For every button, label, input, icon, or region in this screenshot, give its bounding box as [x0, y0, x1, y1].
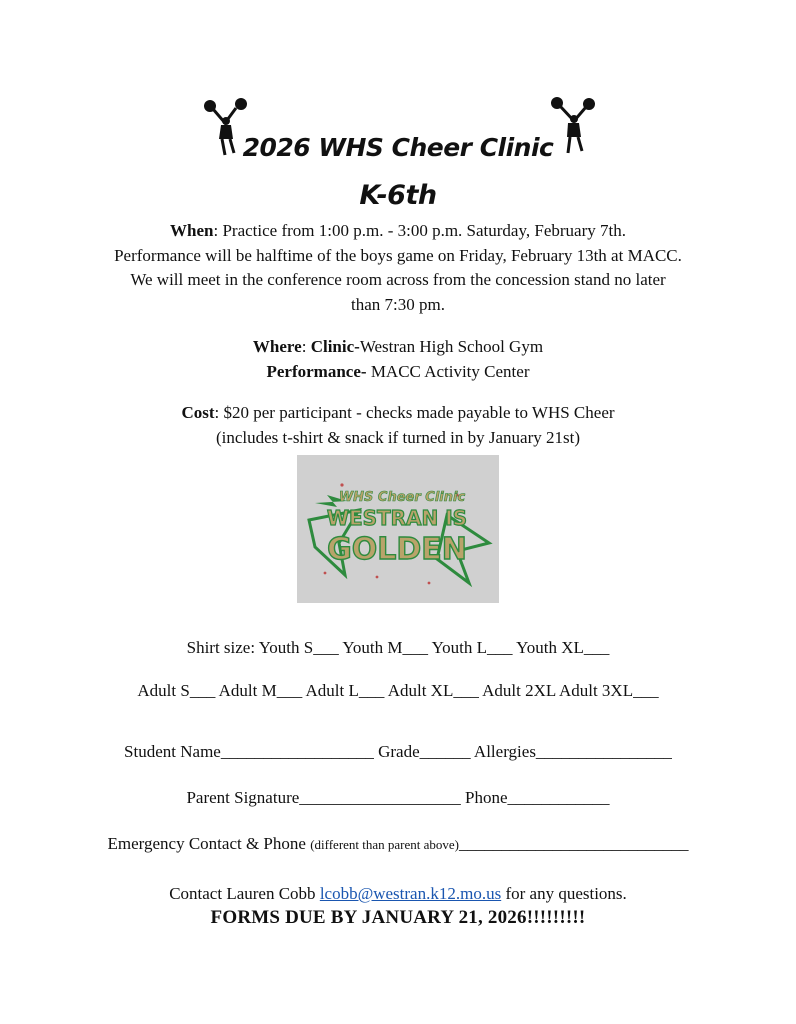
logo-middle-text: WESTRAN IS — [326, 506, 468, 530]
page-title: 2026 WHS Cheer Clinic — [242, 133, 554, 162]
when-line-4: than 7:30 pm. — [351, 295, 445, 314]
clinic-label: Clinic- — [310, 337, 360, 356]
logo-bottom-text: GOLDEN — [327, 532, 467, 567]
shirt-size-adult: Adult S___ Adult M___ Adult L___ Adult XL___ Adult 2XL Adult 3XL___ — [137, 681, 659, 700]
page-subtitle: K-6th — [359, 180, 437, 211]
when-line-2: Performance will be halftime of the boys game on Friday, February 13th at MACC. — [114, 246, 682, 265]
cheer-clinic-logo — [297, 455, 499, 603]
forms-due-notice: FORMS DUE BY JANUARY 21, 2026!!!!!!!!! — [210, 907, 586, 928]
emergency-label: Emergency Contact & Phone — [107, 834, 311, 853]
where-line-1: Where: Clinic-Westran High School Gym — [252, 337, 544, 356]
when-text: : Practice from 1:00 p.m. - 3:00 p.m. Saturday, February 7th. — [213, 221, 626, 240]
cost-line-2: (includes t-shirt & snack if turned in by January 21st) — [215, 428, 580, 447]
shirt-size-youth: Shirt size: Youth S___ Youth M___ Youth L___ Youth XL___ — [186, 638, 610, 657]
when-line-3: We will meet in the conference room across from the concession stand no later — [130, 270, 666, 289]
when-line-1 — [0, 219, 796, 243]
student-info-line: Student Name__________________ Grade______ Allergies________________ — [124, 742, 672, 761]
cost-line-1 — [0, 401, 796, 425]
parent-info-line: Parent Signature___________________ Phone____________ — [186, 788, 610, 807]
performance-value: MACC Activity Center — [366, 362, 530, 381]
cost-label: Cost — [181, 403, 215, 422]
where-line-2 — [0, 360, 796, 384]
emergency-contact-line — [0, 832, 796, 857]
emergency-blank: ___________________________ — [459, 834, 689, 853]
where-label: Where — [252, 337, 302, 356]
contact-line — [0, 882, 796, 906]
email-link[interactable]: lcobb@westran.k12.mo.us — [319, 884, 502, 903]
logo-top-text: WHS Cheer Clinic — [338, 490, 466, 505]
contact-prefix: Contact Lauren Cobb — [169, 884, 320, 903]
emergency-note: (different than parent above) — [310, 837, 460, 852]
when-label: When — [170, 221, 214, 240]
cost-text: : $20 per participant - checks made payable to WHS Cheer — [214, 403, 615, 422]
contact-suffix: for any questions. — [501, 884, 627, 903]
clinic-value: Westran High School Gym — [359, 337, 544, 356]
performance-label: Performance- — [266, 362, 367, 381]
